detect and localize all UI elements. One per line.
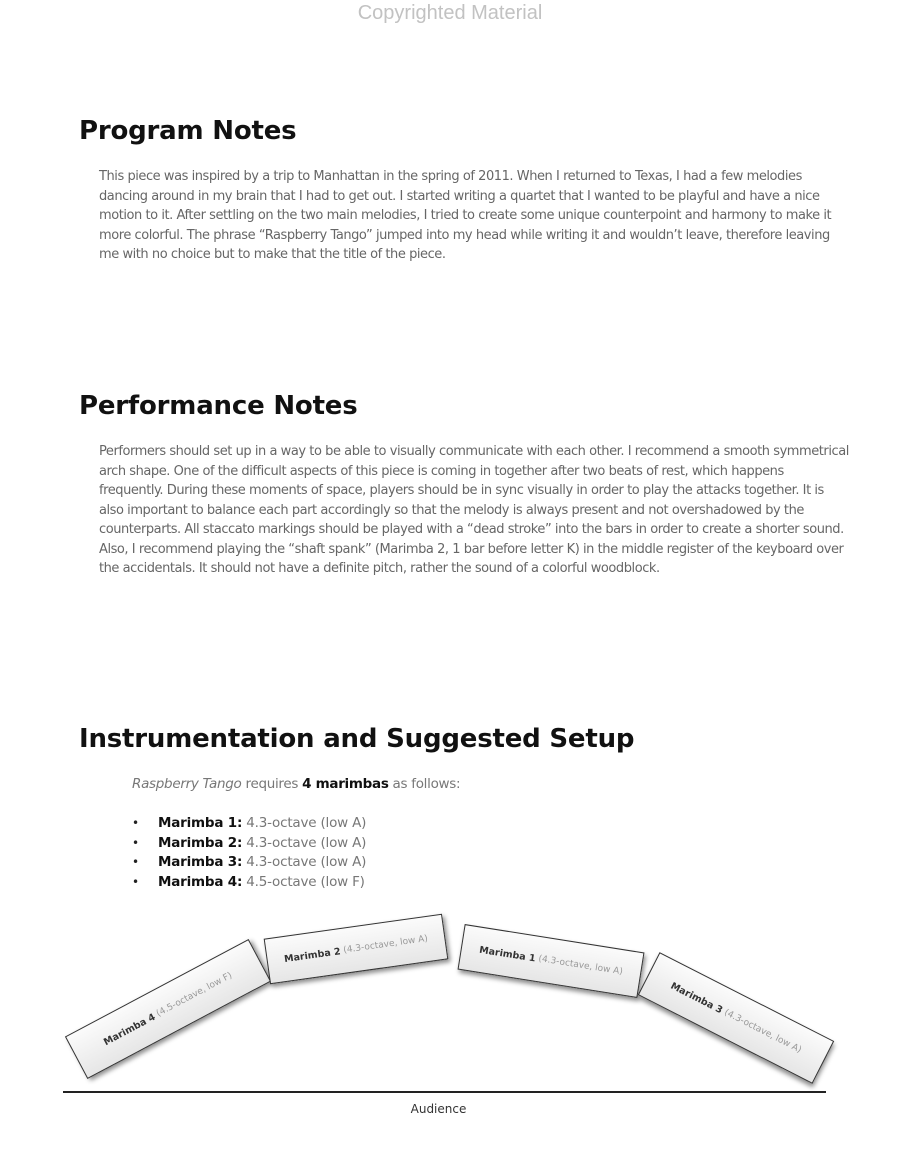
marimba-2-label: Marimba 2 — [283, 945, 342, 965]
marimba-name: Marimba 2: — [158, 834, 243, 851]
list-item — [132, 873, 366, 893]
marimba-1-label: Marimba 1 — [478, 944, 537, 964]
bullet-icon: • — [132, 835, 139, 850]
marimba-1-range: (4.3-octave, low A) — [537, 954, 624, 978]
marimba-range: 4.3-octave (low A) — [246, 854, 367, 870]
marimba-1-block — [458, 924, 645, 998]
marimba-count: 4 marimbas — [302, 776, 389, 792]
bullet-icon: • — [132, 816, 139, 830]
audience-line — [63, 1091, 826, 1093]
performance-notes-body: Performers should set up in a way to be able to visually communicate with each other. I recommend a smooth symmetrical arch shape. One of the difficult aspects of this piece is coming in together after two beats of rest, which happens frequently. During these moments of space, players should be in sync visually in order to play the attacks together. It is also important to balance each part accordingly so that the melody is always present and not overshadowed by the counterparts. All staccato markings should be played with a “dead stroke” into the bars in order to create a shorter sound. Also, I recommend playing the “shaft spank” (Marimba 2, 1 bar before letter K) in the middle register of the keyboard over the accidentals. It should not have a definite pitch, rather the sound of a colorful woodblock. — [99, 444, 849, 576]
requires-text-end: as follows: — [388, 776, 461, 792]
marimba-4-range: (4.5-octave, low F) — [154, 970, 234, 1020]
list-item — [132, 834, 366, 854]
marimba-name: Marimba 1: — [158, 815, 243, 831]
marimba-4-label: Marimba 4 — [101, 1011, 158, 1048]
marimba-list — [132, 814, 366, 892]
copyright-watermark: Copyrighted Material — [357, 2, 543, 24]
marimba-name: Marimba 3: — [158, 854, 243, 870]
bullet-icon: • — [132, 874, 139, 889]
performance-notes-heading: Performance Notes — [79, 391, 358, 421]
marimba-2-range: (4.3-octave, low A) — [342, 933, 429, 956]
marimba-2-block — [264, 914, 449, 985]
marimba-range: 4.3-octave (low A) — [246, 815, 367, 831]
requires-line — [132, 776, 460, 792]
program-notes-body: This piece was inspired by a trip to Manhattan in the spring of 2011. When I returned to Texas, I had a few melodies dancing around in my brain that I had to get out. I started writing a quartet that I wanted to be playful and have a nice motion to it. After settling on the two main melodies, I tried to create some unique counterpoint and harmony to make it more colorful. The phrase “Raspberry Tango” jumped into my head while writing it and wouldn’t leave, therefore leaving me with no choice but to make that the title of the piece. — [99, 169, 832, 262]
piece-title: Raspberry Tango — [132, 776, 242, 792]
list-item — [132, 853, 366, 873]
marimba-3-block — [638, 952, 834, 1084]
requires-text: requires — [241, 776, 303, 792]
marimba-3-label: Marimba 3 — [668, 980, 725, 1016]
marimba-range: 4.5-octave (low F) — [246, 873, 365, 890]
audience-label: Audience — [410, 1102, 467, 1116]
list-item — [132, 814, 366, 834]
marimba-3-range: (4.3-octave, low A) — [722, 1007, 803, 1056]
marimba-4-block — [65, 939, 271, 1079]
bullet-icon: • — [132, 855, 139, 869]
instrumentation-heading: Instrumentation and Suggested Setup — [79, 724, 635, 754]
marimba-name: Marimba 4: — [158, 873, 243, 890]
marimba-range: 4.3-octave (low A) — [246, 834, 367, 851]
program-notes-heading: Program Notes — [79, 116, 297, 146]
